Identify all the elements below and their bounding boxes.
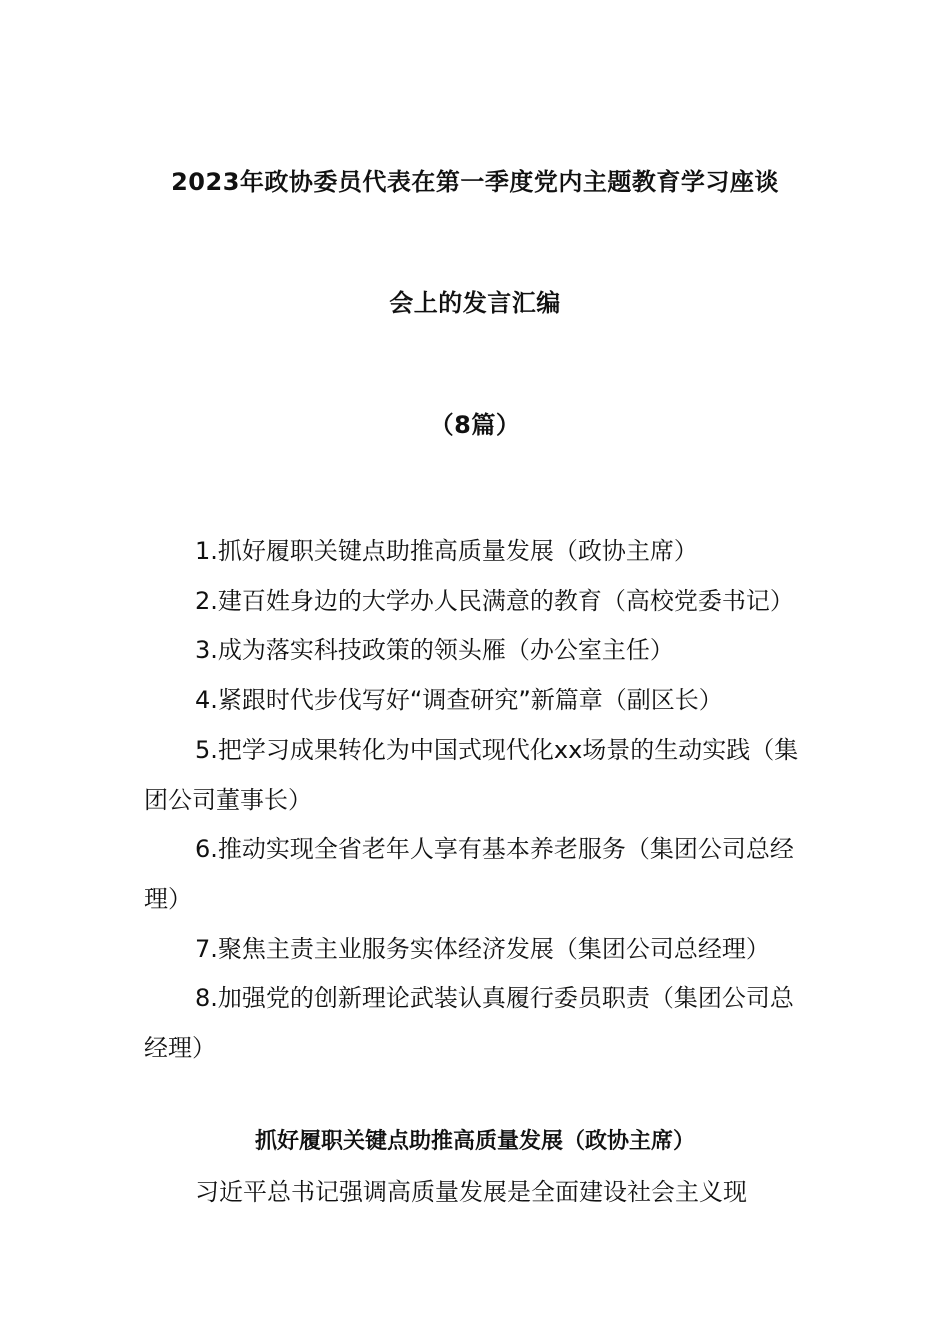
toc-item-5: 5.把学习成果转化为中国式现代化xx场景的生动实践（集团公司董事长） <box>144 735 799 814</box>
toc-item-4: 4.紧跟时代步伐写好“调查研究”新篇章（副区长） <box>195 686 723 715</box>
toc-item-2: 2.建百姓身边的大学办人民满意的教育（高校党委书记） <box>195 586 794 615</box>
toc-item-7: 7.聚焦主责主业服务实体经济发展（集团公司总经理） <box>195 934 770 963</box>
document-title-count: （8篇） <box>429 411 521 439</box>
toc-item-6: 6.推动实现全省老年人享有基本养老服务（集团公司总经理） <box>144 835 794 913</box>
section-heading: 抓好履职关键点助推高质量发展（政协主席） <box>254 1129 695 1154</box>
section-body-paragraph: 习近平总书记强调高质量发展是全面建设社会主义现 <box>195 1178 747 1206</box>
toc-item-1: 1.抓好履职关键点助推高质量发展（政协主席） <box>195 537 698 565</box>
document-title-line-1: 2023年政协委员代表在第一季度党内主题教育学习座谈 <box>171 168 779 196</box>
document-title-line-2: 会上的发言汇编 <box>389 289 561 317</box>
table-of-contents <box>144 527 809 1074</box>
toc-item-8: 8.加强党的创新理论武装认真履行委员职责（集团公司总经理） <box>144 984 794 1063</box>
toc-item-3: 3.成为落实科技政策的领头雁（办公室主任） <box>195 636 674 665</box>
